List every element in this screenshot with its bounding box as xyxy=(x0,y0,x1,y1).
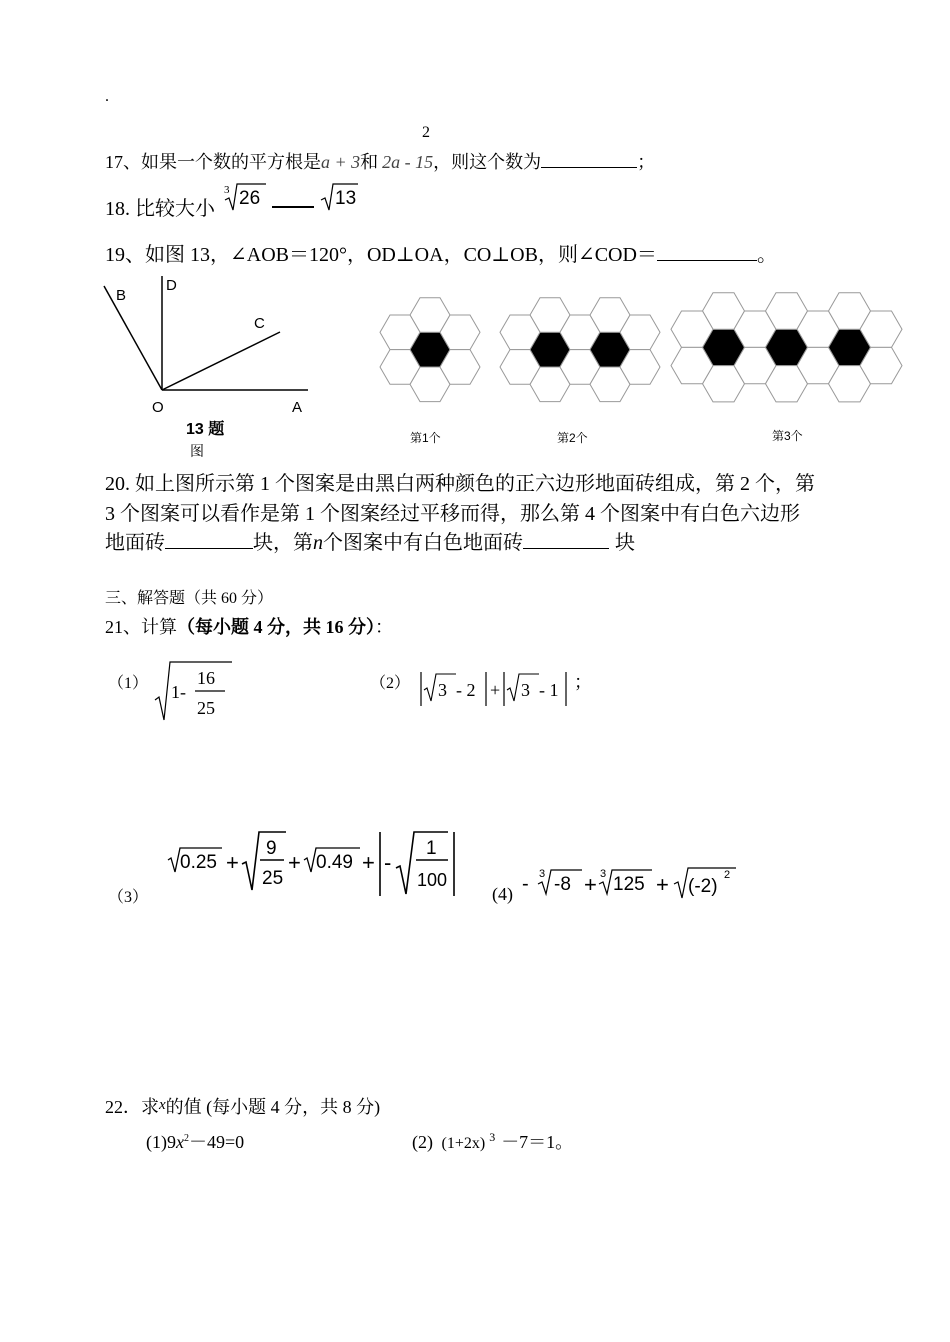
q21-1-one: 1- xyxy=(171,682,186,702)
q20-answer-blank-2[interactable] xyxy=(523,530,609,549)
q18-r1-rad: 26 xyxy=(239,188,261,209)
q22-1 xyxy=(146,1128,244,1154)
q17-and: 和 xyxy=(360,152,379,172)
hexagon-tiles xyxy=(380,293,902,402)
q21-3-label: （3） xyxy=(108,889,149,906)
q21-3-num2: 9 xyxy=(266,838,277,859)
page-number: 2 xyxy=(422,124,430,141)
q22-2-sup: 3 xyxy=(489,1130,496,1144)
q22-2-label: (2) xyxy=(412,1132,433,1152)
question-20-line2: 3 个图案可以看作是第 1 个图案经过平移而得，那么第 4 个图案中有白色六边形 xyxy=(105,503,800,525)
figure-caption-2: 图 xyxy=(190,443,204,459)
q21-2-expr xyxy=(418,668,598,708)
q20-n: n xyxy=(313,532,323,554)
label-B: B xyxy=(116,287,127,304)
q21-3-t1: 0.25 xyxy=(180,852,217,873)
q20-answer-blank-1[interactable] xyxy=(165,530,253,549)
label-D: D xyxy=(166,277,177,294)
question-20-line1: 20. 如上图所示第 1 个图案是由黑白两种颜色的正六边形地面砖组成，第 2 个，第 xyxy=(105,473,815,495)
q17-expr1: a + 3 xyxy=(321,152,361,172)
q17-expr2: 2a - 15 xyxy=(382,152,434,172)
q17-answer-blank[interactable] xyxy=(541,149,637,168)
question-21 xyxy=(105,613,393,639)
q21-3-plus-3: + xyxy=(362,850,375,875)
q18-r1-index: 3 xyxy=(224,184,230,196)
label-C: C xyxy=(254,315,265,332)
figure-caption: 13 题 xyxy=(186,421,225,438)
ray-OB xyxy=(104,286,162,390)
q21-2-a: 3 xyxy=(438,680,447,700)
question-17 xyxy=(105,148,655,174)
top-dot: . xyxy=(105,88,109,105)
q18-text: 18. 比较大小 xyxy=(105,198,215,220)
q20-line3b: 块，第 xyxy=(253,532,313,554)
q21-2-label: （2） xyxy=(370,675,411,692)
q21-suffix: ： xyxy=(375,617,393,637)
q21-prefix: 21、计算 xyxy=(105,617,177,637)
q21-1-num: 16 xyxy=(197,668,215,688)
q20-line3d: 块 xyxy=(615,532,635,554)
q21-4-idx-2: 3 xyxy=(600,868,607,880)
q22-2-base: (1+2x) xyxy=(441,1135,486,1152)
q21-3-t3: 0.49 xyxy=(316,852,353,873)
q21-4-plus-2: + xyxy=(656,872,669,897)
q21-3-plus-2: + xyxy=(288,850,301,875)
q21-3-den4: 100 xyxy=(417,870,448,890)
q21-4-label: (4) xyxy=(492,884,513,904)
pattern-label-2: 第2个 xyxy=(557,431,588,445)
q21-3-expr xyxy=(166,828,466,900)
q17-tail: ，则这个数为 xyxy=(433,152,542,172)
label-O: O xyxy=(152,399,164,416)
q22-tail: 的值 (每小题 4 分，共 8 分) xyxy=(165,1097,381,1117)
q21-4-r2: 125 xyxy=(613,874,645,895)
q21-2-end: ； xyxy=(574,672,592,692)
hexagon-patterns xyxy=(370,300,910,450)
q19-text: 19、如图 13，∠AOB＝120°，OD⊥OA，CO⊥OB，则∠COD＝ xyxy=(105,244,657,266)
q20-line3c: 个图案中有白色地面砖 xyxy=(323,532,523,554)
q22-1-x: x xyxy=(176,1132,184,1152)
q21-2-minus2: - 2 xyxy=(456,680,476,700)
q21-4-neg: - xyxy=(522,873,529,895)
ray-OC xyxy=(162,332,280,390)
q21-4-idx-1: 3 xyxy=(539,868,546,880)
q21-3-den2: 25 xyxy=(262,868,284,889)
q17-end: ； xyxy=(637,152,656,172)
q21-bold: （每小题 4 分，共 16 分） xyxy=(177,617,375,637)
question-22 xyxy=(105,1093,380,1119)
q21-4-r3: (-2) xyxy=(688,876,718,897)
q21-4-sq: 2 xyxy=(724,869,731,881)
q18-radicals xyxy=(222,180,362,216)
q19-end: 。 xyxy=(756,244,777,266)
question-18 xyxy=(105,192,215,221)
q21-1-den: 25 xyxy=(197,698,215,718)
q21-2-plus: + xyxy=(490,680,501,700)
question-20-line3 xyxy=(105,526,635,555)
q22-x: x xyxy=(159,1097,166,1113)
q21-4-r1: -8 xyxy=(554,874,571,895)
label-A: A xyxy=(292,399,303,416)
q21-1-label: （1） xyxy=(108,675,149,692)
q21-3-plus-1: + xyxy=(226,850,239,875)
q22-2-rest: －7＝1。 xyxy=(501,1132,574,1152)
q21-4-plus-1: + xyxy=(584,872,597,897)
q22-1-sup: 2 xyxy=(184,1133,189,1144)
q22-1-rest: －49=0 xyxy=(189,1132,245,1152)
q22-2 xyxy=(412,1128,573,1154)
q21-3-num4: 1 xyxy=(426,838,437,859)
q22-text: 22．求 xyxy=(105,1097,159,1117)
q18-r2-rad: 13 xyxy=(335,188,357,209)
q20-line3a: 地面砖 xyxy=(105,532,165,554)
q21-4-expr xyxy=(520,862,740,902)
pattern-label-1: 第1个 xyxy=(410,431,441,445)
section-3-heading: 三、解答题（共 60 分） xyxy=(105,590,274,607)
q21-2-b: 3 xyxy=(521,680,530,700)
q21-3-neg: - xyxy=(384,850,392,875)
q17-text: 17、如果一个数的平方根是 xyxy=(105,152,321,172)
q22-1-label: (1)9 xyxy=(146,1132,176,1152)
q19-answer-blank[interactable] xyxy=(657,242,757,261)
question-19 xyxy=(105,238,777,267)
pattern-label-3: 第3个 xyxy=(772,429,803,443)
q21-2-minus1: - 1 xyxy=(539,680,559,700)
figure-13 xyxy=(100,270,320,459)
q21-1-expr xyxy=(154,660,234,722)
